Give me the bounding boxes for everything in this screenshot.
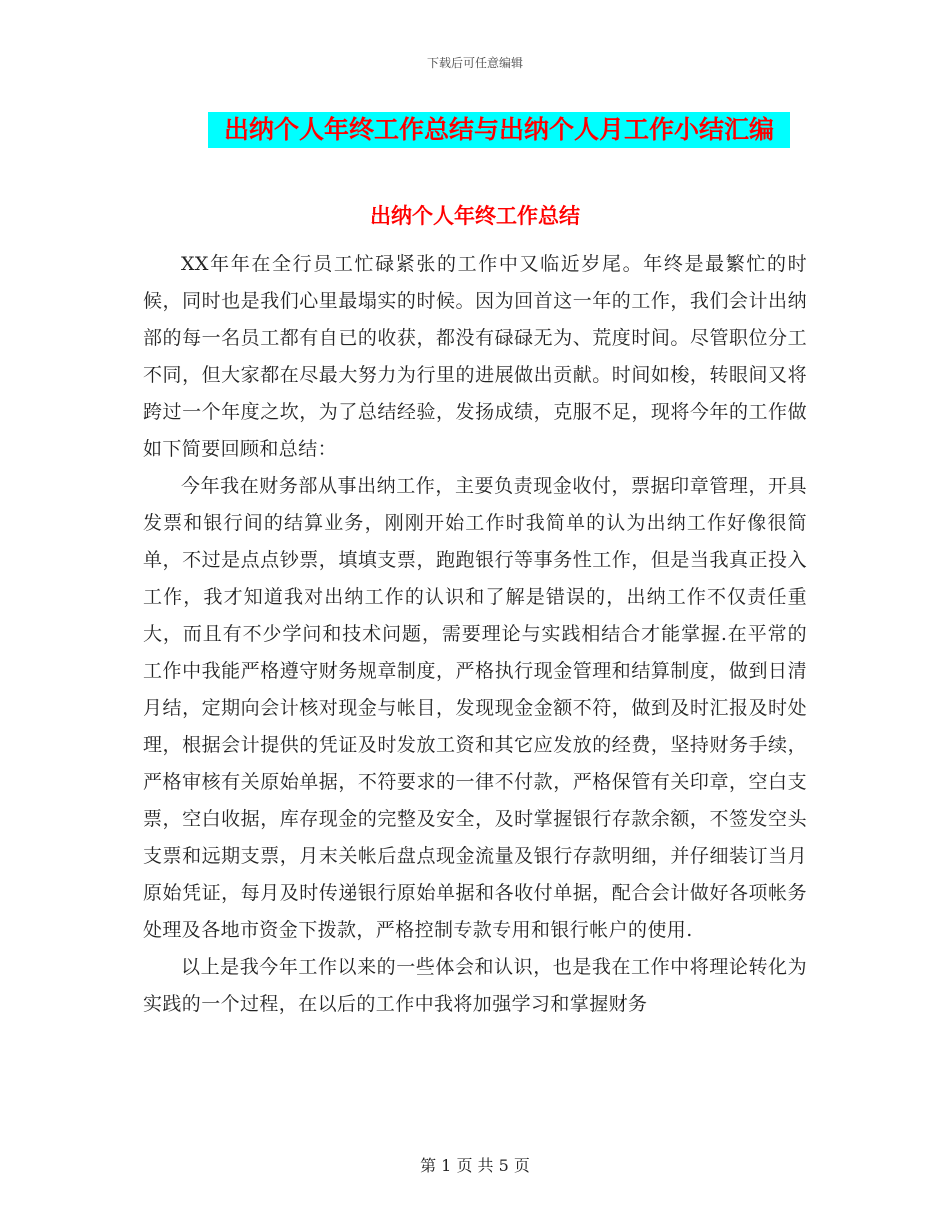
paragraph: 以上是我今年工作以来的一些体会和认识，也是我在工作中将理论转化为实践的一个过程，在以后的工作中我将加强学习和掌握财务 (143, 956, 807, 1015)
paragraph: 今年我在财务部从事出纳工作，主要负责现金收付，票据印章管理，开具发票和银行间的结算业务，刚刚开始工作时我简单的认为出纳工作好像很简单，不过是点点钞票，填填支票，跑跑银行等事务性工作，但是当我真正投入工作，我才知道我对出纳工作的认识和了解是错误的，出纳工作不仅责任重大，而且有不少学问和技术问题，需要理论与实践相结合才能掌握.在平常的工作中我能严格遵守财务规章制度，严格执行现金管理和结算制度，做到日清月结，定期向会计核对现金与帐目，发现现金金额不符，做到及时汇报及时处理，根据会计提供的凭证及时发放工资和其它应发放的经费，坚持财务手续，严格审核有关原始单据，不符要求的一律不付款，严格保管有关印章，空白支票，空白收据，库存现金的完整及安全，及时掌握银行存款余额，不签发空头支票和远期支票，月末关帐后盘点现金流量及银行存款明细，并仔细装订当月原始凭证，每月及时传递银行原始单据和各收付单据，配合会计做好各项帐务处理及各地市资金下拨款，严格控制专款专用和银行帐户的使用. (143, 475, 807, 941)
header-note: 下载后可任意编辑 (426, 56, 523, 70)
paragraph: XX年年在全行员工忙碌紧张的工作中又临近岁尾。年终是最繁忙的时候，同时也是我们心里最塌实的时候。因为回首这一年的工作，我们会计出纳部的每一名员工都有自已的收获，都没有碌碌无为、荒度时间。尽管职位分工不同，但大家都在尽最大努力为行里的进展做出贡献。时间如梭，转眼间又将跨过一个年度之坎，为了总结经验，发扬成绩，克服不足，现将今年的工作做如下简要回顾和总结： (143, 253, 807, 460)
section-title: 出纳个人年终工作总结 (370, 203, 580, 228)
document-body (143, 246, 807, 1023)
page-indicator: 第 1 页 共 5 页 (420, 1156, 530, 1175)
document-title: 出纳个人年终工作总结与出纳个人月工作小结汇编 (208, 112, 790, 148)
